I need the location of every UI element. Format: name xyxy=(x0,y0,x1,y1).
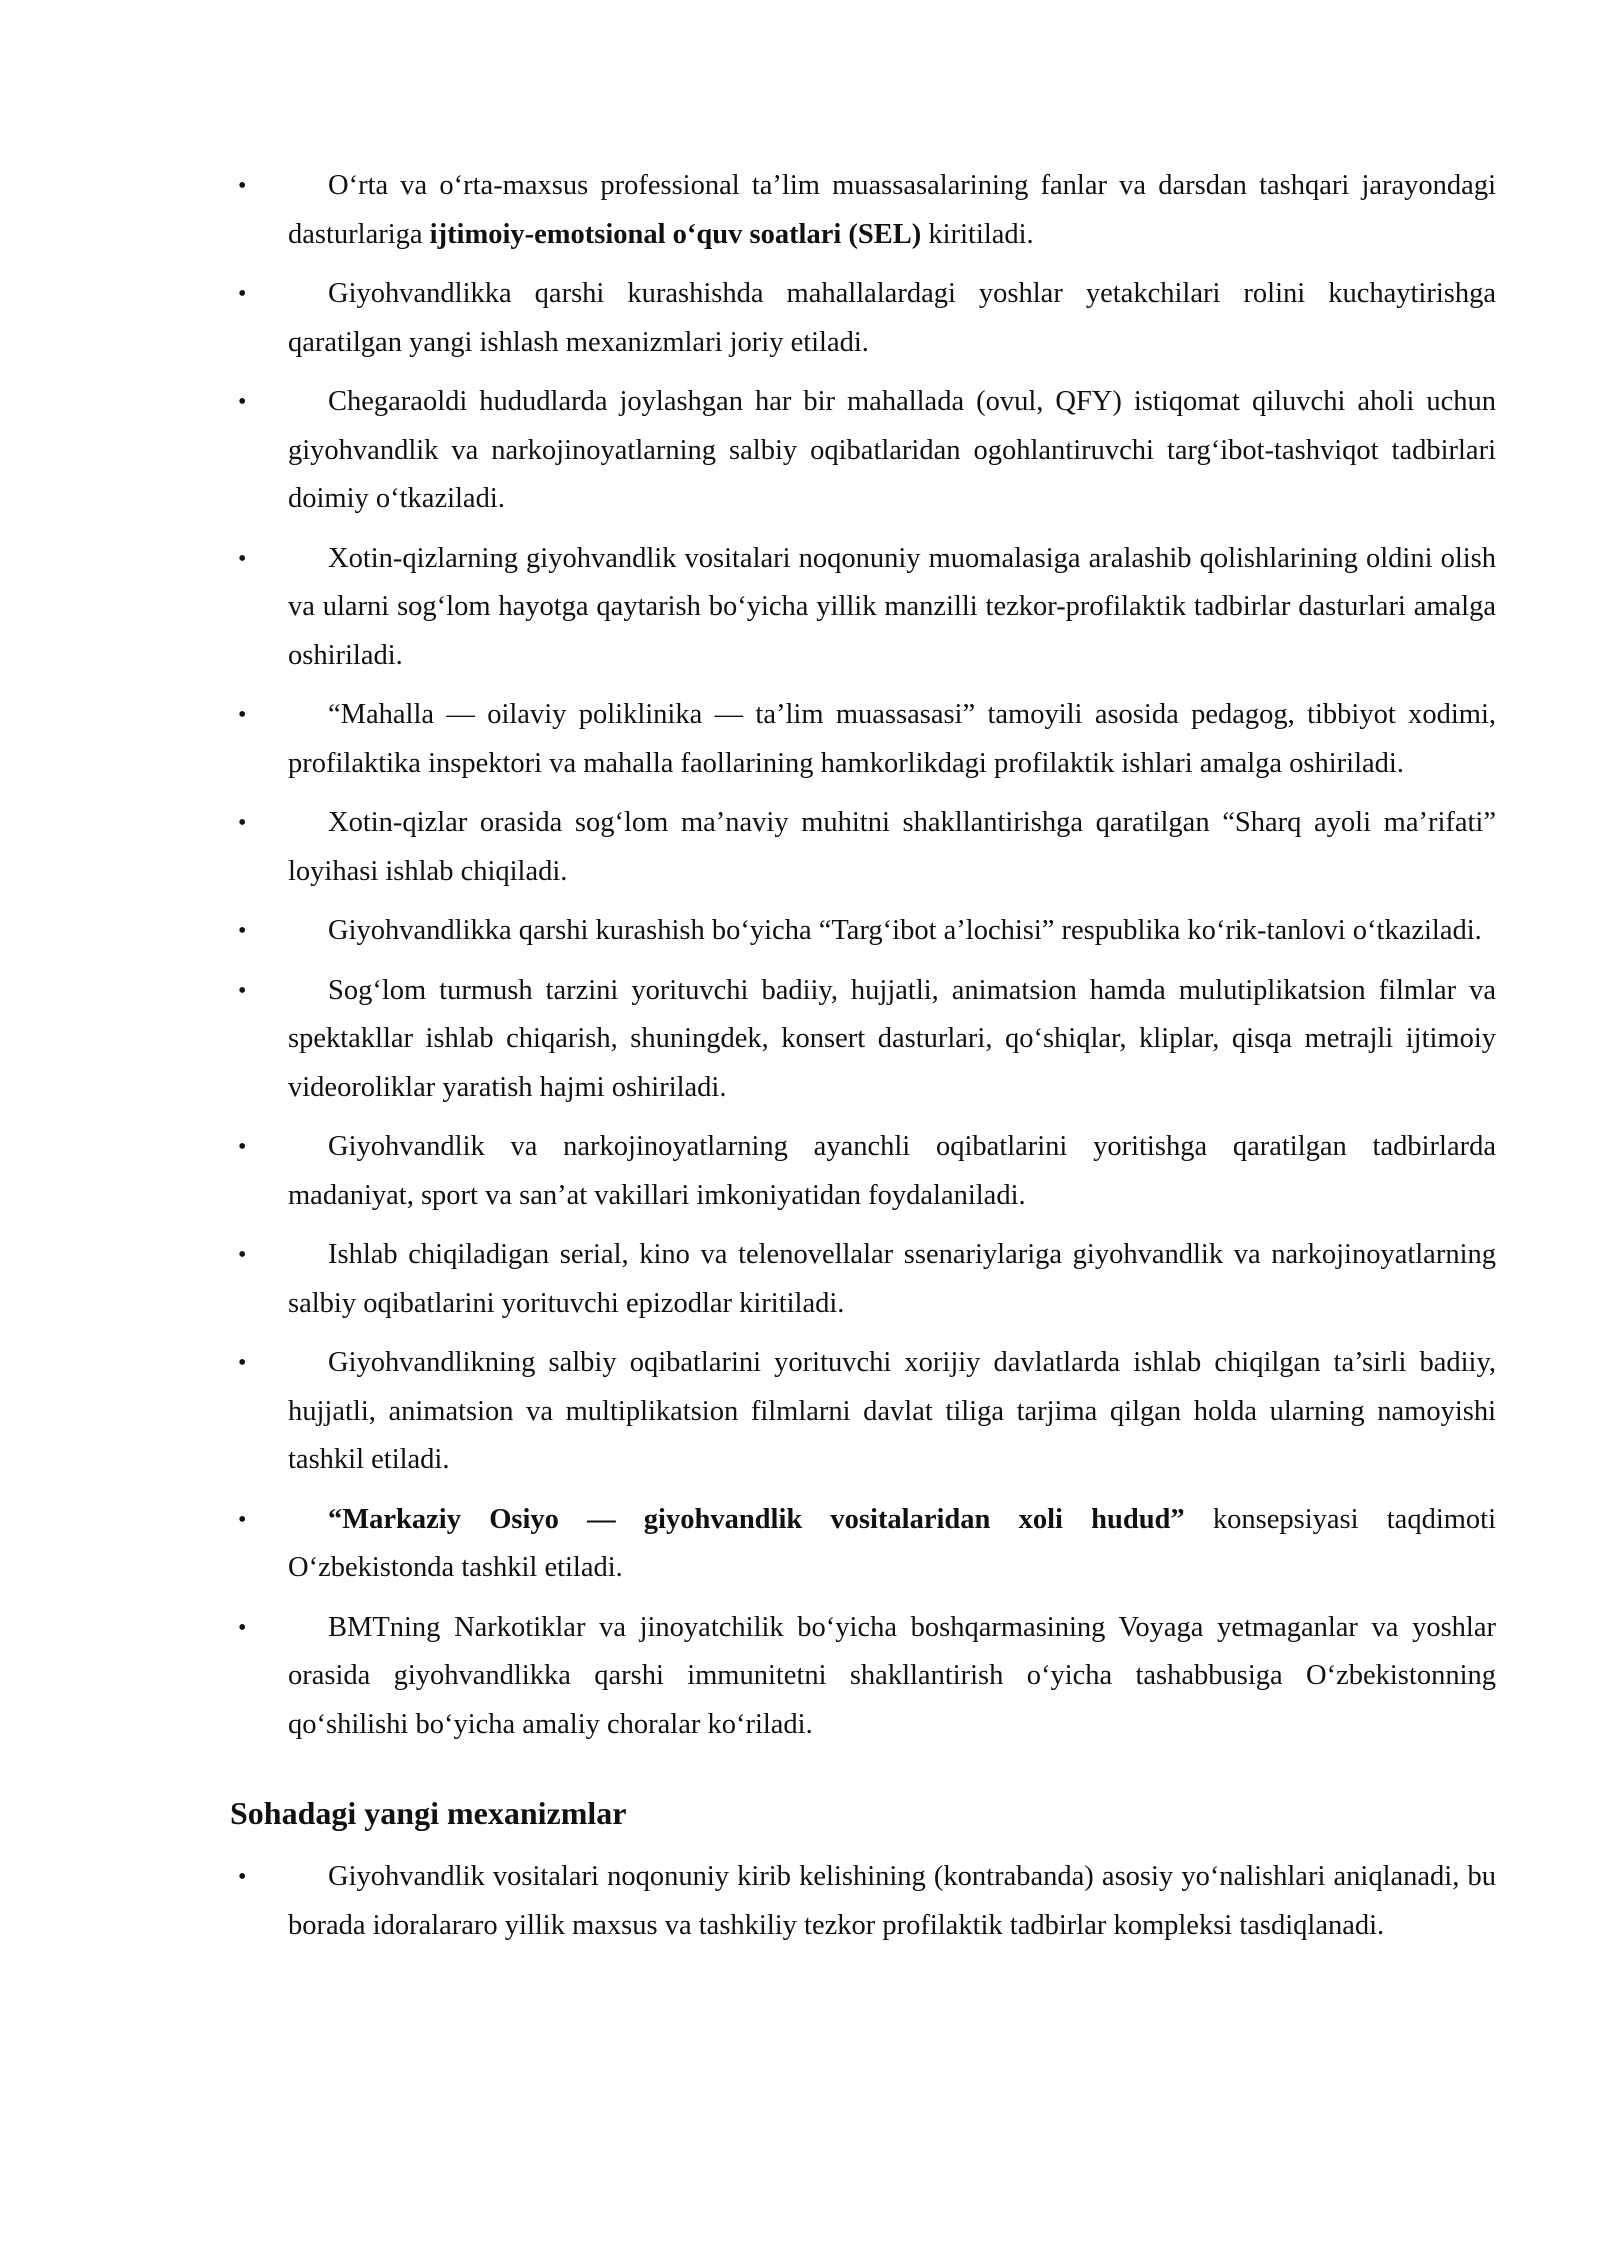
list-item xyxy=(230,967,1496,1113)
bullet-icon: • xyxy=(238,702,247,728)
bullet-icon: • xyxy=(238,810,247,836)
bullet-icon: • xyxy=(238,1242,247,1268)
bullet-icon: • xyxy=(238,1614,247,1641)
list-item-text: Xotin-qizlar orasida sog‘lom ma’naviy muhitni shakllantirishga qaratilgan “Sharq ayoli ma’rifati” loyihasi ishlab chiqiladi. xyxy=(288,807,1496,887)
bullet-icon: • xyxy=(238,1864,247,1890)
list-item-text: Giyohvandlikka qarshi kurashishda mahallalardagi yoshlar yetakchilari rolini kuchaytirishga qaratilgan yangi ishlash mexanizmlari joriy etiladi. xyxy=(288,278,1496,358)
list-item xyxy=(230,691,1496,788)
list-item xyxy=(230,907,1496,956)
list-item xyxy=(230,1604,1496,1750)
list-item-text: O‘rta va o‘rta-maxsus professional ta’lim muassasalarining fanlar va darsdan tashqari jarayondagi dasturlariga ijtimoiy-emotsional o‘quv soatlari (SEL) kiritiladi. xyxy=(288,170,1496,250)
list-item-text: Giyohvandlikning salbiy oqibatlarini yorituvchi xorijiy davlatlarda ishlab chiqilgan ta’sirli badiiy, hujjatli, animatsion va multiplikatsion filmlarni davlat tiliga tarjima qilgan holda ularning namoyishi tashkil etiladi. xyxy=(288,1347,1496,1475)
list-item xyxy=(230,162,1496,259)
list-item xyxy=(230,1123,1496,1220)
bullet-icon: • xyxy=(238,545,247,572)
measures-list xyxy=(230,162,1496,1749)
list-item-text: Sog‘lom turmush tarzini yorituvchi badiiy, hujjatli, animatsion hamda mulutiplikatsion filmlar va spektakllar ishlab chiqarish, shuningdek, konsert dasturlari, qo‘shiqlar, kliplar, qisqa metrajli ijtimoiy videoroliklar yaratish hajmi oshiriladi. xyxy=(288,974,1496,1103)
list-item-text: Giyohvandlikka qarshi kurashish bo‘yicha “Targ‘ibot a’lochisi” respublika ko‘rik-tanlovi o‘tkaziladi. xyxy=(328,915,1482,946)
list-item-text: “Mahalla — oilaviy poliklinika — ta’lim muassasasi” tamoyili asosida pedagog, tibbiyot xodimi, profilaktika inspektori va mahalla faollarining hamkorlikdagi profilaktik ishlari amalga oshiriladi. xyxy=(288,699,1496,779)
list-item xyxy=(230,1231,1496,1328)
list-item xyxy=(230,378,1496,524)
bullet-icon: • xyxy=(238,977,247,1004)
bullet-icon: • xyxy=(238,173,247,199)
list-item xyxy=(230,1339,1496,1485)
bullet-icon: • xyxy=(238,918,247,944)
list-item xyxy=(230,270,1496,367)
bullet-icon: • xyxy=(238,281,247,307)
mechanisms-list xyxy=(230,1853,1496,1950)
list-item-text: “Markaziy Osiyo — giyohvandlik vositalaridan xoli hudud” konsepsiyasi taqdimoti O‘zbekistonda tashkil etiladi. xyxy=(288,1503,1496,1583)
list-item-text: Giyohvandlik vositalari noqonuniy kirib kelishining (kontrabanda) asosiy yo‘nalishlari aniqlanadi, bu borada idoralararo yillik maxsus va tashkiliy tezkor profilaktik tadbirlar kompleksi tasdiqlanadi. xyxy=(288,1861,1496,1941)
list-item-text: BMTning Narkotiklar va jinoyatchilik bo‘yicha boshqarmasining Voyaga yetmaganlar va yoshlar orasida giyohvandlikka qarshi immunitetni shakllantirish o‘yicha tashabbusiga O‘zbekistonning qo‘shilishi bo‘yicha amaliy choralar ko‘riladi. xyxy=(288,1611,1496,1740)
list-item xyxy=(230,1853,1496,1950)
list-item xyxy=(230,799,1496,896)
bullet-icon: • xyxy=(238,1350,247,1376)
section-heading: Sohadagi yangi mexanizmlar xyxy=(230,1795,627,1831)
bullet-icon: • xyxy=(238,1134,247,1160)
list-item xyxy=(230,1496,1496,1593)
list-item-text: Ishlab chiqiladigan serial, kino va telenovellalar ssenariylariga giyohvandlik va narkojinoyatlarning salbiy oqibatlarini yorituvchi epizodlar kiritiladi. xyxy=(288,1239,1496,1319)
list-item xyxy=(230,535,1496,681)
list-item-text: Giyohvandlik va narkojinoyatlarning ayanchli oqibatlarini yoritishga qaratilgan tadbirlarda madaniyat, sport va san’at vakillari imkoniyatidan foydalaniladi. xyxy=(288,1131,1496,1211)
bullet-icon: • xyxy=(238,389,247,415)
document-page xyxy=(230,162,1496,1961)
list-item-text: Chegaraoldi hududlarda joylashgan har bir mahallada (ovul, QFY) istiqomat qiluvchi aholi uchun giyohvandlik va narkojinoyatlarning salbiy oqibatlaridan ogohlantiruvchi targ‘ibot-tashviqot tadbirlari doimiy o‘tkaziladi. xyxy=(288,386,1496,514)
list-item-text: Xotin-qizlarning giyohvandlik vositalari noqonuniy muomalasiga aralashib qolishlarining oldini olish va ularni sog‘lom hayotga qaytarish bo‘yicha yillik manzilli tezkor-profilaktik tadbirlar dasturlari amalga oshiriladi. xyxy=(288,542,1496,671)
bullet-icon: • xyxy=(238,1506,247,1533)
